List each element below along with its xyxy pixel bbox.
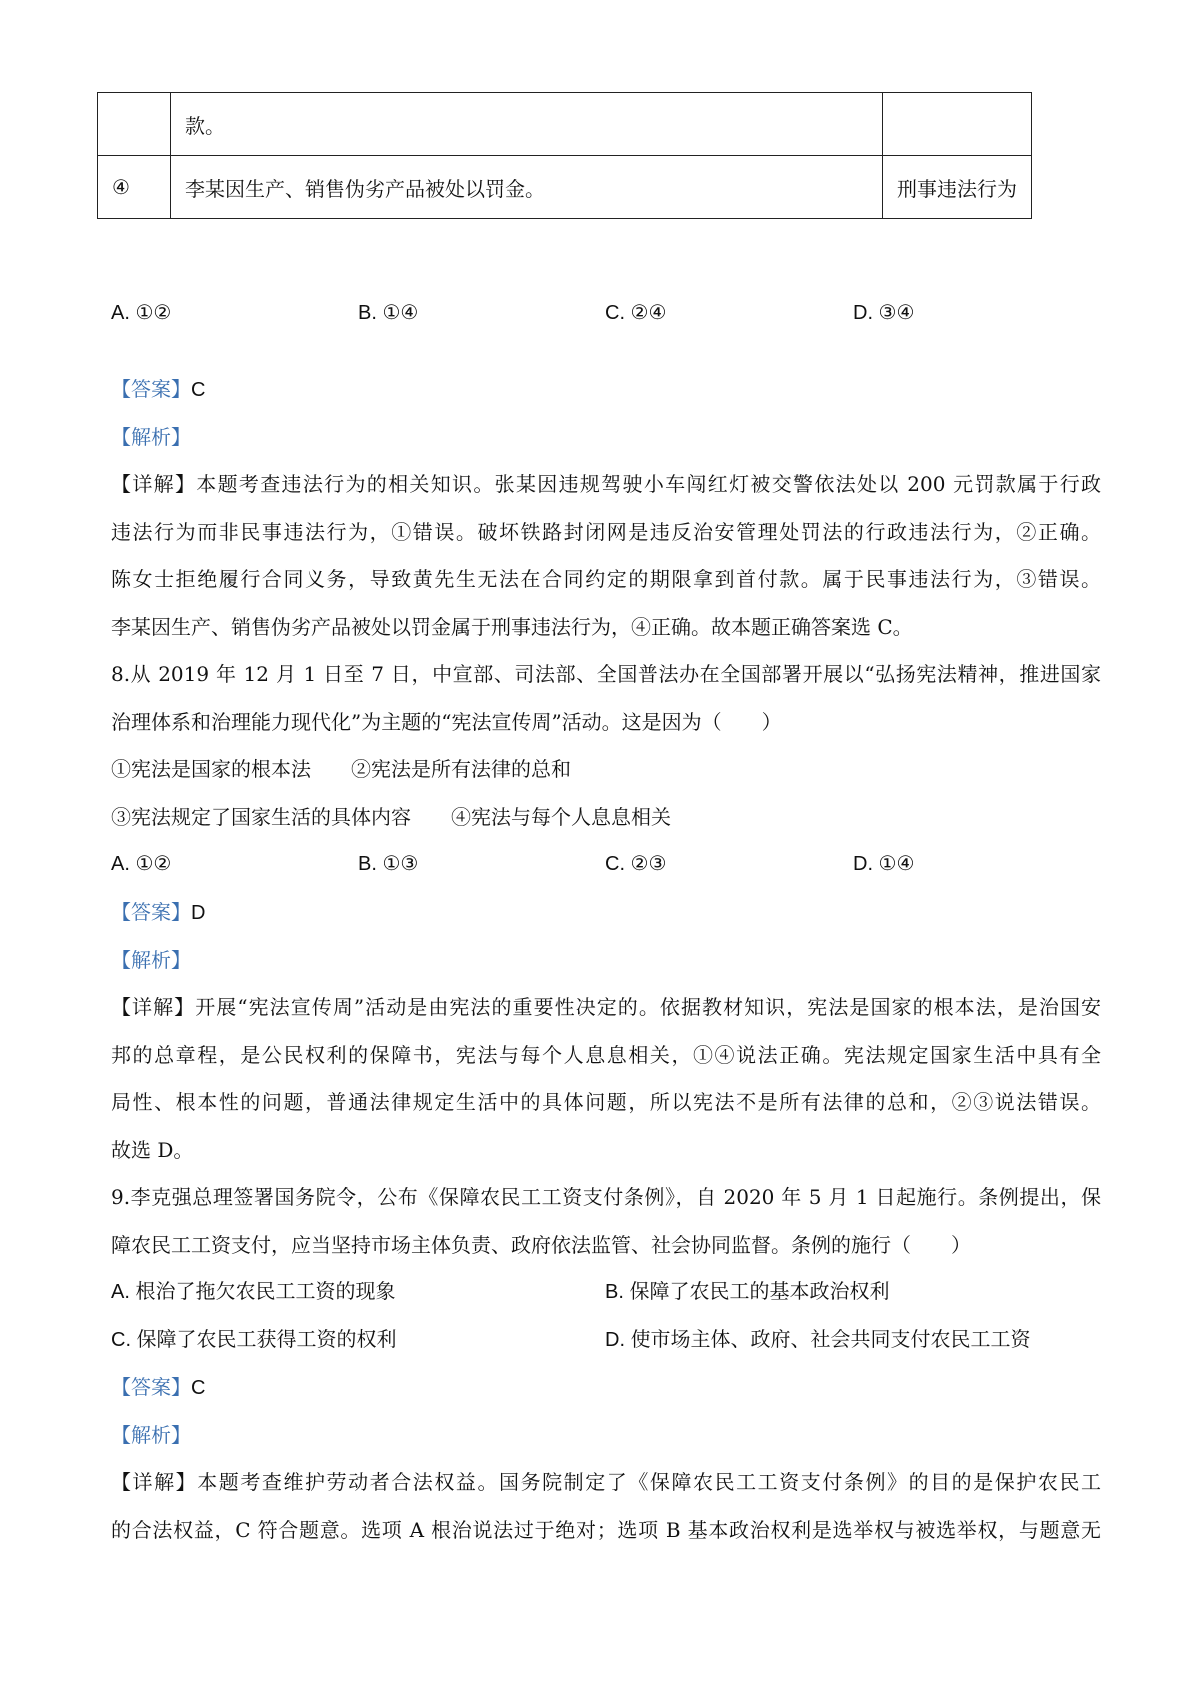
violation-table [97,92,1032,219]
q8-detail-line-1 [111,993,1101,1021]
q7-detail-line-2: 违法行为而非民事违法行为，①错误。破坏铁路封闭网是违反治安管理处罚法的行政违法行为，②正确。 [111,520,1101,544]
detail-tag: 【详解】 [111,472,197,496]
table-cell-text: 款。 [171,93,883,156]
q8-answer [111,898,205,927]
q8-detail-line-3: 局性、根本性的问题，普通法律规定生活中的具体问题，所以宪法不是所有法律的总和，②③说法错误。 [111,1090,1101,1114]
table-row [98,156,1032,219]
detail-text: 本题考查维护劳动者合法权益。国务院制定了《保障农民工工资支付条例》的目的是保护农民工 [197,1470,1102,1494]
q9-stem-line-2: 障农民工工资支付，应当坚持市场主体负责、政府依法监管、社会协同监督。条例的施行（ ） [111,1233,971,1257]
detail-text: 开展“宪法宣传周”活动是由宪法的重要性决定的。依据教材知识，宪法是国家的根本法，是治国安 [195,995,1101,1019]
q9-option-b: B. 保障了农民工的基本政治权利 [605,1281,890,1303]
table-row [98,93,1032,156]
detail-tag: 【详解】 [111,995,196,1019]
q7-option-b: B. ①④ [358,302,419,324]
q9-analysis-tag: 【解析】 [111,1423,191,1447]
answer-tag: 【答案】 [111,900,191,924]
q9-option-a: A. 根治了拖欠农民工工资的现象 [111,1281,396,1303]
q9-stem-line-1: 9.李克强总理签署国务院令，公布《保障农民工工资支付条例》，自 2020 年 5 月 1 日起施行。条例提出，保 [111,1185,1101,1209]
q9-option-c: C. 保障了农民工获得工资的权利 [111,1329,397,1351]
q8-option-b: B. ①③ [358,853,419,875]
q8-option-a: A. ①② [111,853,172,875]
q7-detail-line-3: 陈女士拒绝履行合同义务，导致黄先生无法在合同约定的期限拿到首付款。属于民事违法行为，③错误。 [111,567,1101,591]
q8-option-c: C. ②③ [605,853,667,875]
q8-stem-line-1: 8.从 2019 年 12 月 1 日至 7 日，中宣部、司法部、全国普法办在全国部署开展以“弘扬宪法精神，推进国家 [111,662,1101,686]
table-cell-num: ④ [98,156,171,219]
q7-option-d: D. ③④ [853,302,915,324]
q9-detail-line-2: 的合法权益，C 符合题意。选项 A 根治说法过于绝对；选项 B 基本政治权利是选举权与被选举权，与题意无 [111,1518,1101,1542]
q7-option-a: A. ①② [111,302,172,324]
q7-answer [111,375,205,404]
q8-analysis-tag: 【解析】 [111,948,191,972]
q8-detail-line-2: 邦的总章程，是公民权利的保障书，宪法与每个人息息相关，①④说法正确。宪法规定国家生活中具有全 [111,1043,1101,1067]
q8-statements-1: ①宪法是国家的根本法 ②宪法是所有法律的总和 [111,757,571,781]
answer-value: C [191,379,206,401]
q9-option-d: D. 使市场主体、政府、社会共同支付农民工工资 [605,1329,1031,1351]
detail-text: 本题考查违法行为的相关知识。张某因违规驾驶小车闯红灯被交警依法处以 200 元罚款属于行政 [196,472,1102,496]
table-cell-result: 刑事违法行为 [883,156,1032,219]
q8-stem-line-2: 治理体系和治理能力现代化”为主题的“宪法宣传周”活动。这是因为（ ） [111,710,782,734]
answer-tag: 【答案】 [111,1375,191,1399]
answer-tag: 【答案】 [111,377,191,401]
table-cell-result [883,93,1032,156]
table-cell-text: 李某因生产、销售伪劣产品被处以罚金。 [171,156,883,219]
q7-analysis-tag: 【解析】 [111,425,191,449]
q8-detail-line-4: 故选 D。 [111,1138,194,1162]
q7-option-c: C. ②④ [605,302,667,324]
answer-value: D [191,902,206,924]
q9-answer [111,1373,205,1402]
table-cell-num [98,93,171,156]
q7-detail-line-4: 李某因生产、销售伪劣产品被处以罚金属于刑事违法行为，④正确。故本题正确答案选 C。 [111,615,913,639]
q7-detail-line-1 [111,470,1101,498]
q8-option-d: D. ①④ [853,853,915,875]
answer-value: C [191,1377,206,1399]
detail-tag: 【详解】 [111,1470,198,1494]
q9-detail-line-1 [111,1468,1101,1496]
q8-statements-2: ③宪法规定了国家生活的具体内容 ④宪法与每个人息息相关 [111,805,671,829]
